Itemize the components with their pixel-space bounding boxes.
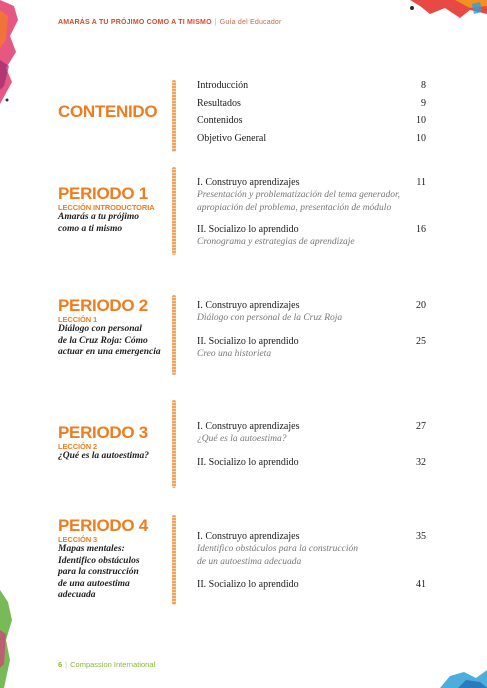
lesson-title-line: adecuada bbox=[58, 590, 96, 600]
contents-item-page: 10 bbox=[416, 115, 426, 126]
lesson-tag: LECCIÓN 2 bbox=[58, 442, 98, 451]
toc-entry-label: I. Construyo aprendizajes bbox=[197, 531, 300, 542]
lesson-title-line: Diálogo con personal bbox=[58, 324, 142, 334]
toc-entry-desc: Creo una historieta bbox=[197, 348, 272, 359]
period-title: PERIODO 4 bbox=[58, 516, 148, 535]
toc-entry-label: II. Socializo lo aprendido bbox=[197, 579, 299, 590]
toc-entry-label: I. Construyo aprendizajes bbox=[197, 300, 300, 311]
lesson-title-line: como a ti mismo bbox=[58, 223, 123, 234]
toc-entry-desc: de un autoestima adecuada bbox=[197, 556, 302, 567]
contents-item[interactable] bbox=[197, 132, 426, 145]
period-1-head bbox=[58, 185, 155, 235]
contents-section-head bbox=[58, 103, 157, 121]
contents-item-page: 8 bbox=[421, 80, 426, 91]
period-2-divider bbox=[172, 295, 176, 375]
running-header bbox=[58, 19, 282, 26]
toc-entry-desc: apropiación del problema, presentación de módulo bbox=[197, 202, 392, 213]
period-3-entries bbox=[197, 420, 426, 469]
contents-item[interactable] bbox=[197, 114, 426, 127]
toc-entry[interactable] bbox=[197, 530, 426, 543]
toc-entry[interactable] bbox=[197, 456, 426, 469]
lesson-tag: LECCIÓN 1 bbox=[58, 315, 98, 324]
toc-entry-page: 32 bbox=[416, 456, 426, 468]
period-2-head bbox=[58, 297, 161, 359]
toc-entry-label: II. Socializo lo aprendido bbox=[197, 224, 299, 235]
period-title: PERIODO 1 bbox=[58, 184, 148, 203]
toc-entry[interactable] bbox=[197, 420, 426, 433]
watercolor-splash-top-right bbox=[400, 0, 487, 24]
lesson-title-line: de la Cruz Roja: Cómo bbox=[58, 335, 148, 346]
toc-entry-desc: Identifico obstáculos para la construcción bbox=[197, 544, 358, 554]
footer-separator: | bbox=[65, 660, 68, 669]
period-4-divider bbox=[172, 515, 176, 605]
contents-item-label: Objetivo General bbox=[197, 132, 267, 144]
period-3-head bbox=[58, 424, 149, 463]
lesson-title-line: ¿Qué es la autoestima? bbox=[58, 451, 150, 461]
period-3-divider bbox=[172, 400, 176, 488]
lesson-title-line: Amarás a tu prójimo bbox=[58, 212, 140, 222]
contents-divider bbox=[172, 80, 176, 152]
period-1-entries bbox=[197, 176, 426, 249]
period-title: PERIODO 3 bbox=[58, 423, 148, 442]
toc-entry[interactable] bbox=[197, 223, 426, 236]
toc-entry-desc: Cronograma y estrategias de aprendizaje bbox=[197, 237, 355, 247]
watercolor-splash-bottom-right bbox=[440, 668, 487, 688]
toc-entry-page: 11 bbox=[416, 177, 426, 188]
contents-item-page: 9 bbox=[421, 97, 426, 109]
toc-entry-page: 41 bbox=[416, 579, 426, 590]
contents-item-page: 10 bbox=[416, 132, 426, 144]
contents-heading: CONTENIDO bbox=[58, 102, 158, 121]
toc-entry-desc: Presentación y problematización del tema generador, bbox=[197, 190, 400, 200]
period-4-head bbox=[58, 517, 148, 602]
toc-entry-page: 16 bbox=[416, 224, 426, 235]
toc-entry-desc: ¿Qué es la autoestima? bbox=[197, 434, 287, 444]
header-separator: | bbox=[214, 19, 217, 26]
running-footer bbox=[58, 660, 155, 669]
toc-entry-page: 25 bbox=[416, 335, 426, 347]
toc-entry-page: 20 bbox=[416, 300, 426, 311]
contents-list bbox=[197, 79, 426, 145]
toc-entry-page: 35 bbox=[416, 531, 426, 542]
lesson-title-line: actuar en una emergencia bbox=[58, 347, 161, 357]
contents-item-label: Contenidos bbox=[197, 115, 243, 126]
watercolor-splash-top-left bbox=[0, 0, 22, 110]
lesson-tag: LECCIÓN INTRODUCTORIA bbox=[58, 203, 155, 212]
lesson-tag: LECCIÓN 3 bbox=[58, 535, 98, 544]
header-subtitle: Guía del Educador bbox=[219, 19, 282, 26]
toc-entry-desc: Diálogo con personal de la Cruz Roja bbox=[197, 313, 343, 323]
period-1-divider bbox=[172, 167, 176, 255]
toc-entry[interactable] bbox=[197, 299, 426, 312]
period-title: PERIODO 2 bbox=[58, 296, 148, 315]
contents-item[interactable] bbox=[197, 79, 426, 92]
footer-org: Compassion International bbox=[70, 660, 156, 669]
toc-entry[interactable] bbox=[197, 335, 426, 348]
period-2-entries bbox=[197, 299, 426, 360]
contents-item-label: Introducción bbox=[197, 80, 249, 91]
toc-entry[interactable] bbox=[197, 578, 426, 591]
period-4-entries bbox=[197, 530, 426, 591]
toc-entry-label: II. Socializo lo aprendido bbox=[197, 335, 299, 347]
toc-entry-page: 27 bbox=[416, 421, 426, 432]
contents-item[interactable] bbox=[197, 97, 426, 110]
contents-item-label: Resultados bbox=[197, 97, 241, 109]
lesson-title-line: para la construcción bbox=[58, 567, 139, 577]
watercolor-splash-bottom-left bbox=[0, 590, 16, 688]
toc-entry[interactable] bbox=[197, 176, 426, 189]
toc-entry-label: I. Construyo aprendizajes bbox=[197, 421, 300, 432]
toc-entry-label: I. Construyo aprendizajes bbox=[197, 177, 300, 188]
lesson-title-line: Identifico obstáculos bbox=[58, 555, 140, 566]
header-title: AMARÁS A TU PRÓJIMO COMO A TI MISMO bbox=[58, 19, 212, 26]
toc-entry-label: II. Socializo lo aprendido bbox=[197, 456, 299, 468]
lesson-title-line: de una autoestima bbox=[58, 578, 130, 589]
lesson-title-line: Mapas mentales: bbox=[58, 544, 125, 554]
page-number: 6 bbox=[58, 660, 63, 669]
